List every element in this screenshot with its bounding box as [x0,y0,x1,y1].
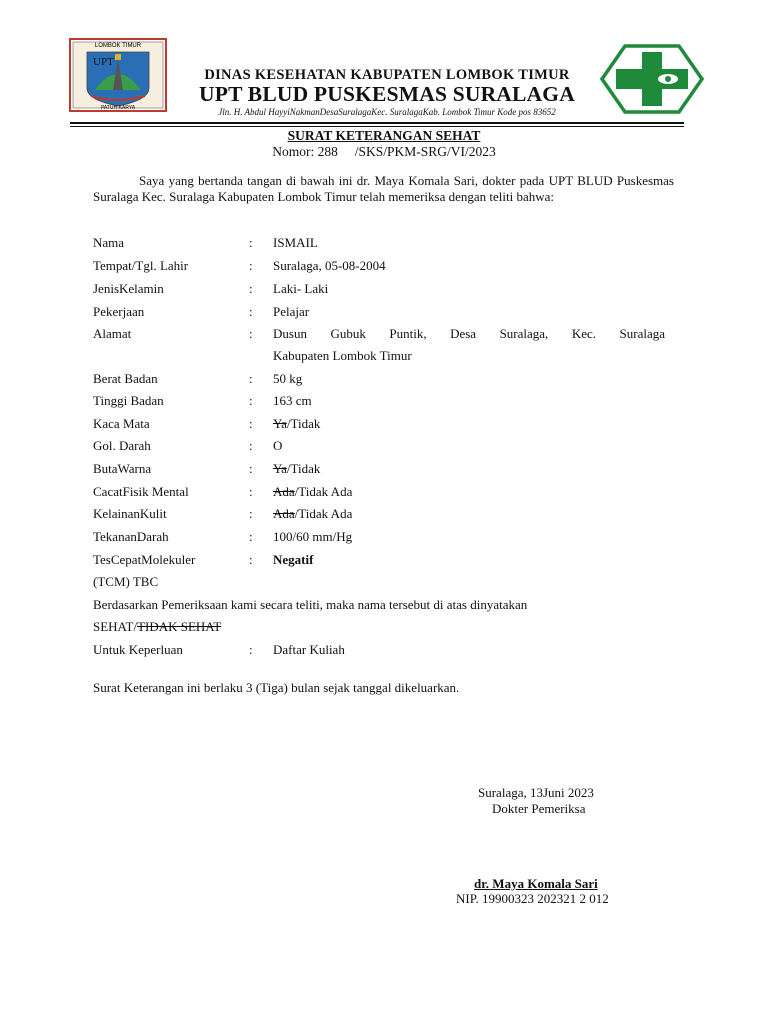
health-status: SEHAT/TIDAK SEHAT [93,619,222,634]
field-tcm-label2: (TCM) TBC [93,574,159,589]
document-number: Nomor: 288 /SKS/PKM-SRG/VI/2023 [272,144,496,159]
header-institution: UPT BLUD PUSKESMAS SURALAGA [199,82,575,106]
logo-label-bottom: PATUH KARYA [100,105,136,111]
signature-name: dr. Maya Komala Sari [474,876,598,891]
logo-label-top: LOMBOK TIMUR [94,43,142,49]
header-rule-thin [70,126,684,127]
logo-overlay-upt: UPT [93,56,114,68]
field-alamat-line1: Dusun Gubuk Puntik, Desa Suralaga, Kec. Suralaga [273,326,665,341]
signature-role: Dokter Pemeriksa [492,801,586,816]
signature-place-date: Suralaga, 13Juni 2023 [478,785,594,800]
signature-nip: NIP. 19900323 202321 2 012 [456,891,609,906]
intro-paragraph: Saya yang bertanda tangan di bawah ini dr. Maya Komala Sari, dokter pada UPT BLUD Puskesmas Suralaga Kec. Suralaga Kabupaten Lombok Timur telah memeriksa dengan teliti bahwa: [93,173,674,204]
validity-text: Surat Keterangan ini berlaku 3 (Tiga) bulan sejak tanggal dikeluarkan. [93,680,460,695]
header-agency: DINAS KESEHATAN KABUPATEN LOMBOK TIMUR [204,67,570,83]
header-address: Jln. H. Abdul HayyiNakmanDesaSuralagaKec. SuralagaKab. Lombok Timur Kode pos 83652 [218,107,556,117]
document-title: SURAT KETERANGAN SEHAT [287,128,481,143]
conclusion-text: Berdasarkan Pemeriksaan kami secara teliti, maka nama tersebut di atas dinyatakan [93,597,528,612]
header-rule-thick [70,122,684,124]
field-alamat-line2: Kabupaten Lombok Timur [273,348,412,363]
